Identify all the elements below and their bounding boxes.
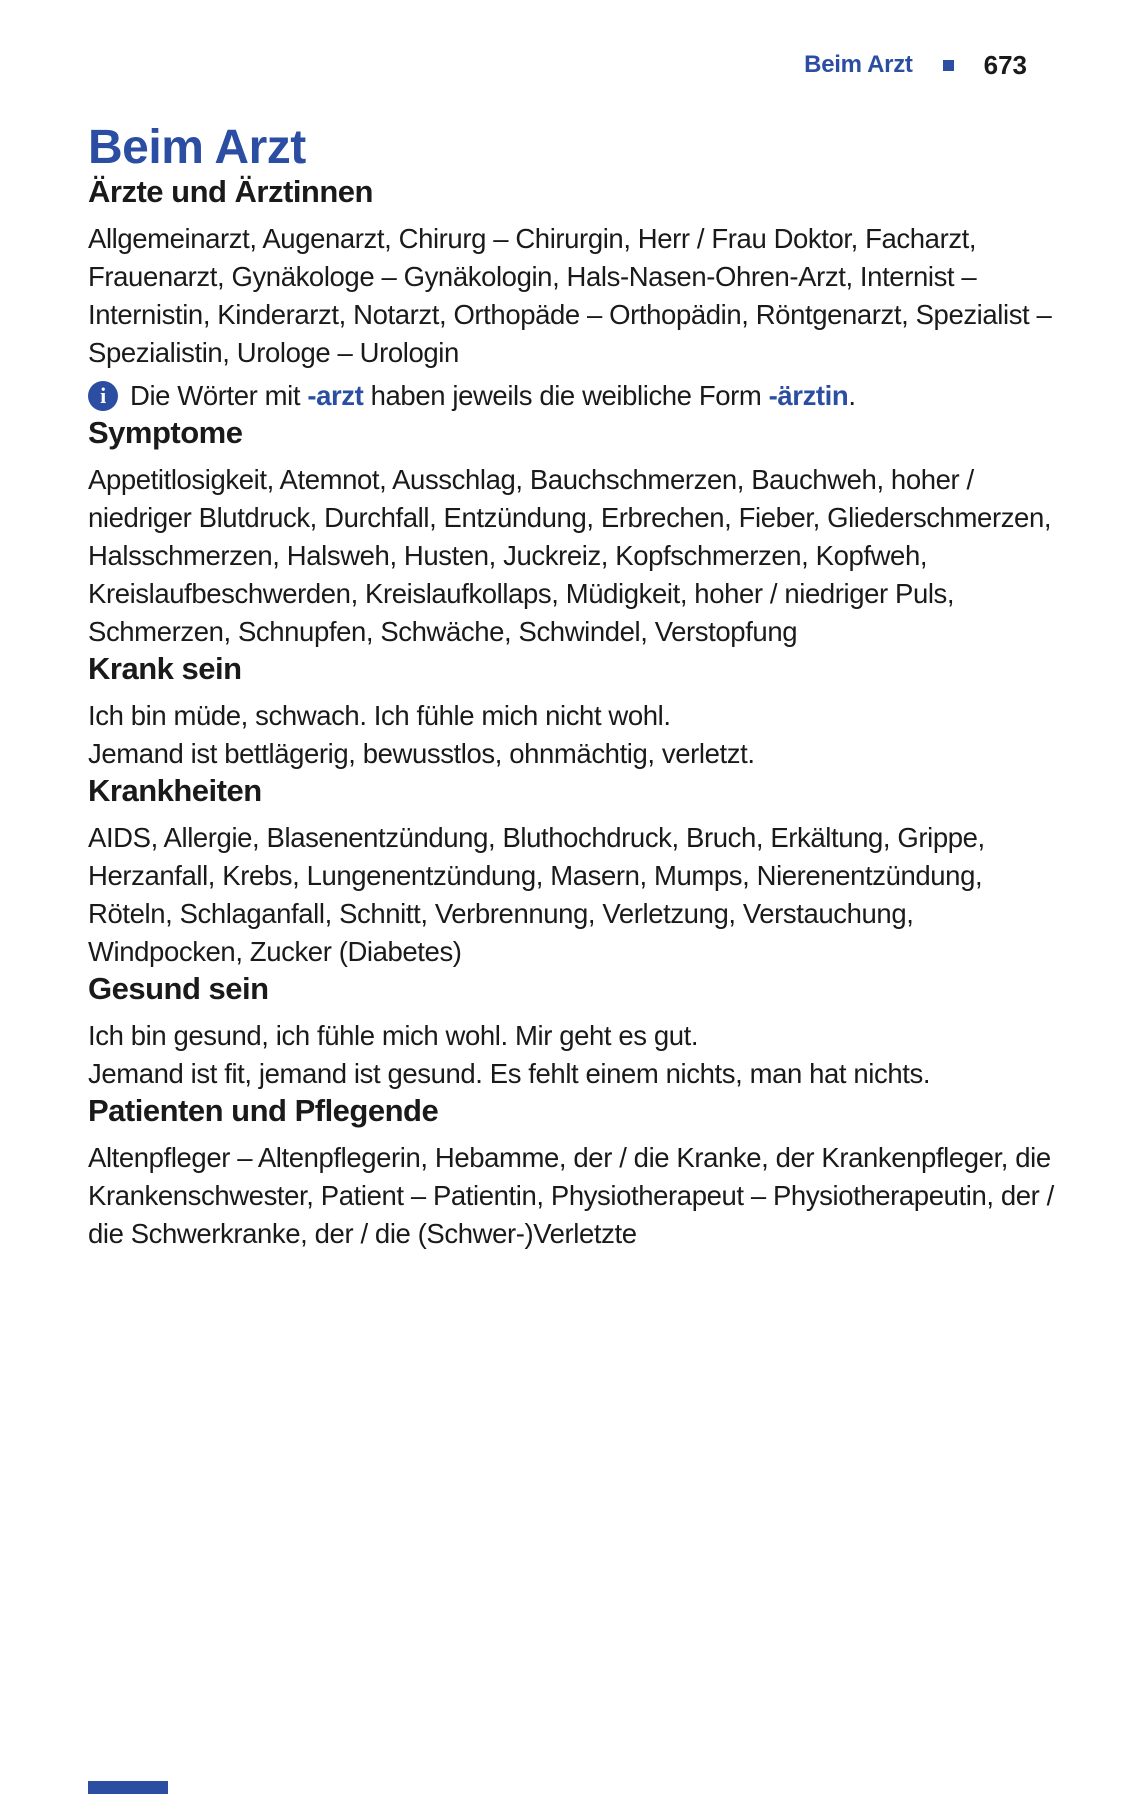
section-krank-sein <box>88 651 1063 773</box>
info-icon: i <box>88 381 118 411</box>
section-body-krankheiten: AIDS, Allergie, Blasenentzündung, Bluthochdruck, Bruch, Erkältung, Grippe, Herzanfall, Krebs, Lungenentzündung, Masern, Mumps, Nierenentzündung, Röteln, Schlaganfall, Schnitt, Verbrennung, Verletzung, Verstauchung, Windpocken, Zucker (Diabetes) <box>88 822 985 967</box>
section-line-krank-sein-2: Jemand ist bettlägerig, bewusstlos, ohnmächtig, verletzt. <box>88 738 755 769</box>
section-line-gesund-sein-1: Ich bin gesund, ich fühle mich wohl. Mir geht es gut. <box>88 1020 699 1051</box>
section-patienten <box>88 1093 1063 1253</box>
chapter-color-tab <box>88 1781 168 1794</box>
section-gesund-sein <box>88 971 1063 1093</box>
section-body-aerzte: Allgemeinarzt, Augenarzt, Chirurg – Chirurgin, Herr / Frau Doktor, Facharzt, Frauenarzt, Gynäkologe – Gynäkologin, Hals-Nasen-Ohren-Arzt, Internist – Internistin, Kinderarzt, Notarzt, Orthopäde – Orthopädin, Röntgenarzt, Spezialist – Spezialistin, Urologe – Urologin <box>88 223 1052 368</box>
section-heading-aerzte: Ärzte und Ärztinnen <box>88 174 373 209</box>
section-line-krank-sein-1: Ich bin müde, schwach. Ich fühle mich nicht wohl. <box>88 700 671 731</box>
info-note-text-after: . <box>848 380 856 411</box>
info-note-text <box>130 377 856 415</box>
section-body-symptome: Appetitlosigkeit, Atemnot, Ausschlag, Bauchschmerzen, Bauchweh, hoher / niedriger Blutdruck, Durchfall, Entzündung, Erbrechen, Fieber, Gliederschmerzen, Halsschmerzen, Halsweh, Husten, Juckreiz, Kopfschmerzen, Kopfweh, Kreislaufbeschwerden, Kreislaufkollaps, Müdigkeit, hoher / niedriger Puls, Schmerzen, Schnupfen, Schwäche, Schwindel, Verstopfung <box>88 464 1052 647</box>
info-note-text-middle: haben jeweils die weibliche Form <box>363 380 769 411</box>
info-note <box>88 377 1063 415</box>
section-body-patienten: Altenpfleger – Altenpflegerin, Hebamme, der / die Kranke, der Krankenpfleger, die Krankenschwester, Patient – Patientin, Physiotherapeut – Physiotherapeutin, der / die Schwerkranke, der / die (Schwer-)Verletzte <box>88 1142 1054 1249</box>
page-title: Beim Arzt <box>88 121 306 174</box>
running-header <box>88 50 1027 80</box>
section-aerzte <box>88 174 1063 415</box>
info-note-term-arzt: -arzt <box>307 380 364 411</box>
page-number: 673 <box>983 49 1027 80</box>
running-header-chapter: Beim Arzt <box>804 51 913 78</box>
section-line-gesund-sein-2: Jemand ist fit, jemand ist gesund. Es fehlt einem nichts, man hat nichts. <box>88 1058 931 1089</box>
section-heading-symptome: Symptome <box>88 415 243 450</box>
info-note-term-aerztin: -ärztin <box>768 380 849 411</box>
section-heading-gesund-sein: Gesund sein <box>88 971 269 1006</box>
section-heading-krank-sein: Krank sein <box>88 651 242 686</box>
section-heading-krankheiten: Krankheiten <box>88 773 262 808</box>
section-krankheiten <box>88 773 1063 971</box>
section-heading-patienten: Patienten und Pflegende <box>88 1093 439 1128</box>
section-symptome <box>88 415 1063 651</box>
info-note-text-before: Die Wörter mit <box>130 380 308 411</box>
section-marker-icon <box>943 60 954 71</box>
